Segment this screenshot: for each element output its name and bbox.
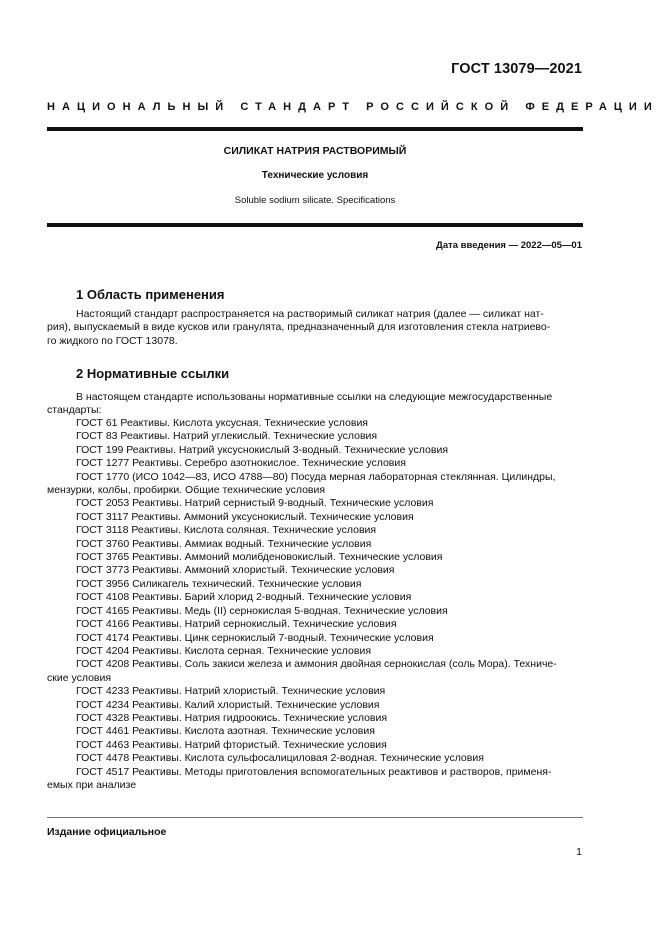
reference-item: ГОСТ 4204 Реактивы. Кислота серная. Технические условия: [76, 644, 372, 657]
reference-item: ГОСТ 1770 (ИСО 1042—83, ИСО 4788—80) Посуда мерная лабораторная стеклянная. Цилиндры,: [76, 470, 556, 483]
document-title: СИЛИКАТ НАТРИЯ РАСТВОРИМЫЙ: [223, 145, 407, 157]
reference-item: ГОСТ 3956 Силикагель технический. Технические условия: [76, 577, 362, 590]
paragraph-line: В настоящем стандарте использованы нормативные ссылки на следующие межгосударственные: [76, 391, 553, 403]
reference-item: ГОСТ 3118 Реактивы. Кислота соляная. Технические условия: [76, 524, 377, 537]
reference-item: ГОСТ 3765 Реактивы. Аммоний молибденовокислый. Технические условия: [76, 551, 443, 564]
footer-rule: [47, 817, 583, 818]
reference-item: ГОСТ 4208 Реактивы. Соль закиси железа и аммония двойная сернокислая (соль Мора). Техниче-: [76, 658, 557, 671]
page-number: 1: [576, 846, 582, 858]
reference-item: ГОСТ 4461 Реактивы. Кислота азотная. Технические условия: [76, 725, 375, 738]
paragraph-line: стандарты:: [47, 404, 102, 417]
reference-item: ГОСТ 61 Реактивы. Кислота уксусная. Технические условия: [76, 417, 368, 429]
paragraph-line: рия), выпускаемый в виде кусков или гранулята, предназначенный для изготовления стекла натриево-: [47, 321, 551, 334]
reference-item: ГОСТ 3760 Реактивы. Аммиак водный. Технические условия: [76, 537, 372, 550]
document-subtitle: Технические условия: [261, 170, 369, 181]
paragraph-line: го жидкого по ГОСТ 13078.: [47, 334, 178, 347]
national-standard-title: НАЦИОНАЛЬНЫЙ СТАНДАРТ РОССИЙСКОЙ ФЕДЕРАЦИИ: [47, 101, 659, 113]
top-rule: [47, 127, 583, 131]
reference-item: ГОСТ 1277 Реактивы. Серебро азотнокислое. Технические условия: [76, 457, 406, 470]
reference-item: ГОСТ 3773 Реактивы. Аммоний хлористый. Технические условия: [76, 564, 395, 577]
reference-item: ГОСТ 199 Реактивы. Натрий уксуснокислый 3-водный. Технические условия: [76, 443, 449, 456]
official-edition-label: Издание официальное: [47, 826, 167, 838]
introduction-date: Дата введения — 2022—05—01: [436, 240, 582, 251]
reference-item: ГОСТ 4463 Реактивы. Натрий фтористый. Технические условия: [76, 738, 387, 751]
reference-item: ГОСТ 4108 Реактивы. Барий хлорид 2-водный. Технические условия: [76, 591, 412, 604]
reference-item: ГОСТ 4233 Реактивы. Натрий хлористый. Технические условия: [76, 685, 386, 698]
normative-references-list: [47, 417, 583, 792]
reference-item-continuation: ские условия: [47, 671, 112, 684]
reference-item: ГОСТ 4517 Реактивы. Методы приготовления вспомогательных реактивов и растворов, применя-: [76, 765, 552, 778]
reference-item-continuation: емых при анализе: [47, 778, 137, 791]
paragraph-line: Настоящий стандарт распространяется на растворимый силикат натрия (далее — силикат нат-: [76, 308, 544, 320]
reference-item: ГОСТ 4165 Реактивы. Медь (II) сернокислая 5-водная. Технические условия: [76, 604, 448, 617]
section-2-intro: [47, 391, 583, 418]
section-1-heading: 1 Область применения: [76, 287, 225, 302]
reference-item-continuation: мензурки, колбы, пробирки. Общие технические условия: [47, 484, 326, 497]
reference-item: ГОСТ 4234 Реактивы. Калий хлористый. Технические условия: [76, 698, 380, 711]
reference-item: ГОСТ 2053 Реактивы. Натрий сернистый 9-водный. Технические условия: [76, 497, 434, 510]
section-1-paragraph: [47, 308, 583, 348]
bottom-rule: [47, 223, 583, 227]
gost-number: ГОСТ 13079—2021: [451, 61, 582, 77]
reference-item: ГОСТ 4174 Реактивы. Цинк сернокислый 7-водный. Технические условия: [76, 631, 434, 644]
document-english-title: Soluble sodium silicate. Specifications: [234, 195, 396, 206]
reference-item: ГОСТ 83 Реактивы. Натрий углекислый. Технические условия: [76, 430, 378, 443]
reference-item: ГОСТ 4328 Реактивы. Натрия гидроокись. Технические условия: [76, 711, 388, 724]
reference-item: ГОСТ 4478 Реактивы. Кислота сульфосалициловая 2-водная. Технические условия: [76, 752, 484, 765]
reference-item: ГОСТ 4166 Реактивы. Натрий сернокислый. Технические условия: [76, 618, 397, 631]
section-2-heading: 2 Нормативные ссылки: [76, 366, 230, 381]
reference-item: ГОСТ 3117 Реактивы. Аммоний уксуснокислый. Технические условия: [76, 510, 414, 523]
